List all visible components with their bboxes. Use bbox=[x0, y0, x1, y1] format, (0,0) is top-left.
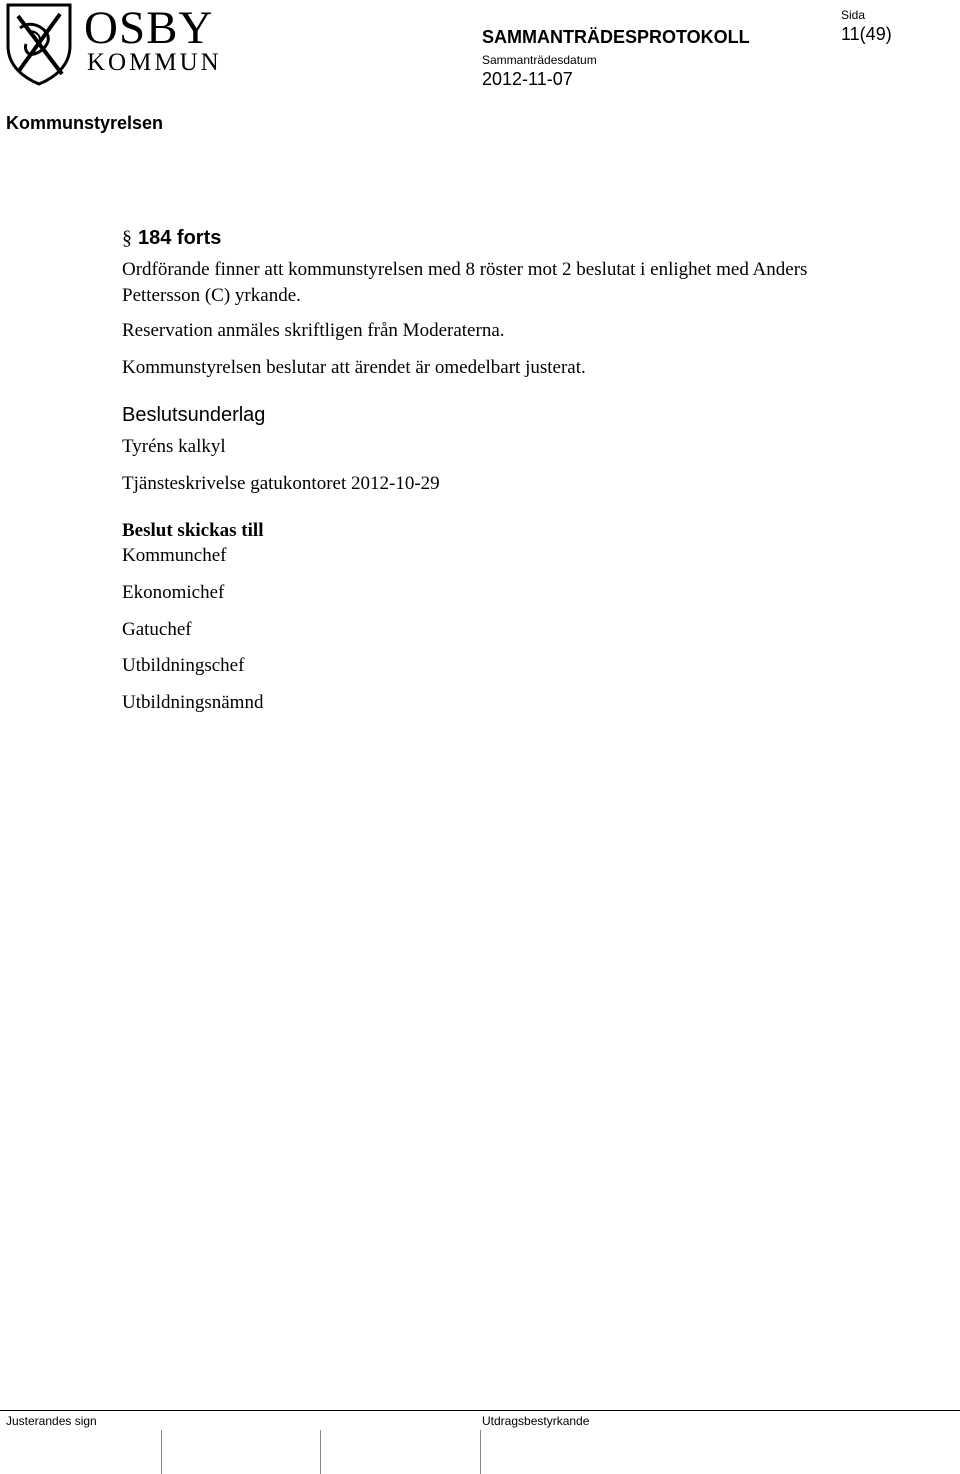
section-heading bbox=[122, 226, 221, 250]
section-heading-text: 184 forts bbox=[138, 227, 222, 249]
signature-box-divider bbox=[480, 1430, 481, 1474]
footer-divider bbox=[0, 1410, 960, 1411]
utdragsbestyrkande-label: Utdragsbestyrkande bbox=[482, 1414, 590, 1428]
paragraph-reservation: Reservation anmäles skriftligen från Moderaterna. bbox=[122, 320, 505, 341]
page-number: 11(49) bbox=[841, 24, 892, 44]
document-type: SAMMANTRÄDESPROTOKOLL bbox=[482, 27, 750, 47]
paragraph-sign: § bbox=[122, 227, 132, 249]
meeting-date-value: 2012-11-07 bbox=[482, 69, 573, 89]
justerandes-sign-label: Justerandes sign bbox=[6, 1414, 97, 1428]
recipient-item: Utbildningschef bbox=[122, 655, 245, 676]
underlag-item: Tjänsteskrivelse gatukontoret 2012-10-29 bbox=[122, 473, 440, 494]
logo-subtitle: KOMMUN bbox=[87, 49, 222, 76]
beslut-skickas-heading: Beslut skickas till bbox=[122, 520, 264, 541]
osby-coat-of-arms-icon bbox=[4, 2, 74, 86]
organization-name: Kommunstyrelsen bbox=[6, 113, 164, 133]
recipient-item: Gatuchef bbox=[122, 619, 192, 640]
recipient-item: Utbildningsnämnd bbox=[122, 692, 264, 713]
signature-box-divider bbox=[320, 1430, 321, 1474]
paragraph-decision: Kommunstyrelsen beslutar att ärendet är omedelbart justerat. bbox=[122, 357, 586, 378]
recipient-item: Kommunchef bbox=[122, 545, 227, 566]
page-label: Sida bbox=[841, 8, 866, 22]
underlag-item: Tyréns kalkyl bbox=[122, 436, 226, 457]
beslutsunderlag-heading: Beslutsunderlag bbox=[122, 404, 266, 426]
meeting-date-label: Sammanträdesdatum bbox=[482, 53, 597, 67]
paragraph-vote-result: Ordförande finner att kommunstyrelsen med 8 röster mot 2 beslutat i enlighet med Anders Pettersson (C) yrkande. bbox=[122, 259, 808, 306]
recipient-item: Ekonomichef bbox=[122, 582, 225, 603]
logo-wordmark: OSBY bbox=[84, 2, 214, 54]
signature-box-divider bbox=[161, 1430, 162, 1474]
